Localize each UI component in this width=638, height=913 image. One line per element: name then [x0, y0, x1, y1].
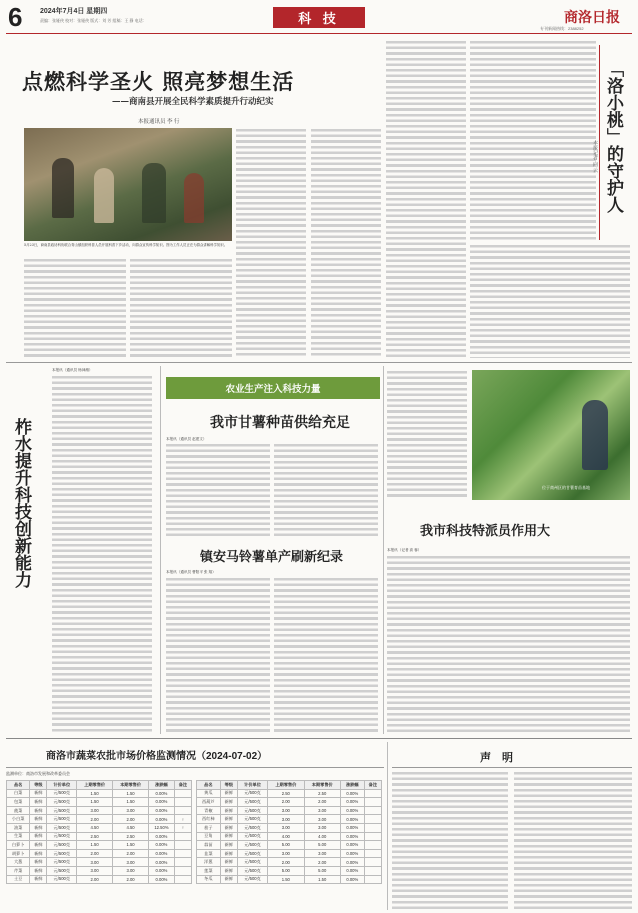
statement-body-col1	[392, 771, 508, 909]
header-editors: 责编：张娅侠 校对：张娅侠 版式：刘 芳 组稿：王 静 电话：	[40, 18, 147, 23]
table-cell: 新鲜	[220, 823, 237, 832]
table-cell: ↑	[174, 815, 191, 824]
table-cell: 2.00	[268, 858, 304, 867]
price-column-header: 备注	[174, 781, 191, 790]
table-cell: 豆角	[197, 832, 221, 841]
guardian-border	[599, 45, 600, 240]
section-tag-label: 科 技	[298, 11, 340, 26]
price-unit-label: 监测单位：商洛市发展和改革委员会	[6, 771, 70, 776]
table-row	[7, 823, 192, 832]
table-cell	[364, 823, 381, 832]
table-cell: 菠菜	[7, 806, 30, 815]
price-column-header: 上期零售价	[77, 781, 113, 790]
table-cell: 0.00%	[340, 849, 364, 858]
potato-body-col1	[166, 577, 270, 732]
table-cell: 0.00%	[149, 858, 175, 867]
table-cell: 韭菜	[197, 849, 221, 858]
table-cell	[364, 798, 381, 807]
table-cell: 新鲜	[30, 866, 47, 875]
guardian-body	[470, 244, 630, 358]
lead-body-col3	[236, 128, 306, 358]
table-cell: 5.00	[268, 866, 304, 875]
table-cell: 1.50	[77, 841, 113, 850]
price-column-header: 计价单位	[238, 781, 268, 790]
table-cell: 大葱	[7, 858, 30, 867]
price-table-title: 商洛市蔬菜农批市场价格监测情况（2024-07-02）	[46, 751, 268, 762]
table-cell: 芹菜	[7, 866, 30, 875]
table-cell: 3.00	[77, 806, 113, 815]
table-cell: 洋葱	[197, 858, 221, 867]
table-cell: 新鲜	[220, 866, 237, 875]
table-cell: 新鲜	[220, 832, 237, 841]
table-cell: 元/500克	[238, 815, 268, 824]
table-cell: 新鲜	[30, 789, 47, 798]
price-column-header: 备注	[364, 781, 381, 790]
table-cell: 3.00	[304, 823, 340, 832]
table-cell: 新鲜	[220, 858, 237, 867]
column-rule	[387, 742, 388, 910]
table-cell: 胡萝卜	[7, 849, 30, 858]
table-cell: 油菜	[7, 823, 30, 832]
table-cell: 0.00%	[149, 841, 175, 850]
table-cell: 莲菜	[197, 866, 221, 875]
price-column-header: 等级	[30, 781, 47, 790]
table-cell: 元/500克	[238, 823, 268, 832]
statement-rule	[392, 767, 632, 768]
table-cell: 12.50%	[149, 823, 175, 832]
table-cell: 2.00	[77, 849, 113, 858]
table-cell: 白菜	[7, 789, 30, 798]
table-cell: 包菜	[7, 798, 30, 807]
table-row	[7, 858, 192, 867]
table-cell	[174, 789, 191, 798]
table-cell: 黄瓜	[197, 789, 221, 798]
table-cell: 元/500克	[47, 832, 77, 841]
table-cell: 0.00%	[340, 832, 364, 841]
table-cell	[364, 858, 381, 867]
table-cell	[364, 832, 381, 841]
table-cell: 5.00	[304, 866, 340, 875]
table-row	[7, 815, 192, 824]
table-cell: 元/500克	[238, 789, 268, 798]
lead-body-col1	[24, 258, 126, 358]
statement-title: 声 明	[480, 752, 518, 764]
envoy-photo	[472, 370, 630, 500]
table-cell: 青椒	[197, 806, 221, 815]
table-cell: 3.00	[304, 806, 340, 815]
table-cell: 新鲜	[30, 841, 47, 850]
table-cell: 2.00	[113, 815, 149, 824]
section-divider-1	[6, 362, 632, 363]
table-cell: 新鲜	[30, 858, 47, 867]
price-table-head	[197, 781, 382, 790]
seedling-body-col1	[166, 443, 270, 538]
table-cell	[174, 832, 191, 841]
table-cell	[364, 875, 381, 884]
section-divider-2	[6, 738, 632, 739]
header-rule	[6, 33, 632, 34]
table-cell: 新鲜	[30, 875, 47, 884]
table-cell: 0.00%	[340, 806, 364, 815]
table-row	[7, 866, 192, 875]
table-cell	[174, 841, 191, 850]
table-cell: 元/500克	[238, 849, 268, 858]
zuoshui-byline: 本报讯（通讯员 杨神湘）	[52, 368, 93, 372]
table-cell: 1.50	[77, 789, 113, 798]
table-row	[197, 866, 382, 875]
table-row	[197, 875, 382, 884]
envoy-pre-body	[387, 370, 467, 498]
table-cell: 元/500克	[47, 798, 77, 807]
zuoshui-body	[52, 375, 152, 732]
table-cell: 元/500克	[47, 823, 77, 832]
table-cell: 3.00	[304, 815, 340, 824]
potato-byline: 本报讯（通讯员 曹阳平 张 翔）	[166, 570, 216, 574]
price-table-head	[7, 781, 192, 790]
table-cell: 新鲜	[220, 789, 237, 798]
table-cell: 2.50	[304, 789, 340, 798]
price-column-header: 计价单位	[47, 781, 77, 790]
table-cell	[174, 875, 191, 884]
table-cell: 5.00	[304, 841, 340, 850]
table-cell: 生菜	[7, 832, 30, 841]
table-cell: 元/500克	[238, 798, 268, 807]
table-cell: 0.00%	[340, 866, 364, 875]
table-cell	[174, 866, 191, 875]
table-cell: 0.00%	[340, 815, 364, 824]
lead-body-col4	[311, 128, 381, 358]
table-cell: 0.00%	[149, 849, 175, 858]
table-cell: 2.00	[304, 798, 340, 807]
table-cell	[174, 806, 191, 815]
table-cell: 土豆	[7, 875, 30, 884]
page-number: 6	[8, 2, 23, 32]
table-cell: 元/500克	[47, 789, 77, 798]
price-column-header: 本期零售价	[113, 781, 149, 790]
table-row	[197, 789, 382, 798]
table-cell: 4.50	[113, 823, 149, 832]
table-cell: 元/500克	[238, 806, 268, 815]
page-header	[0, 0, 638, 38]
column-rule	[383, 366, 384, 734]
envoy-byline: 本报讯（记者 高 蓉）	[387, 548, 422, 552]
table-cell	[364, 806, 381, 815]
table-cell: 0.00%	[149, 815, 175, 824]
table-cell: 元/500克	[238, 866, 268, 875]
table-cell: 新鲜	[30, 806, 47, 815]
table-row	[197, 841, 382, 850]
table-row	[7, 789, 192, 798]
table-cell: 0.00%	[340, 823, 364, 832]
table-cell: 2.50	[113, 832, 149, 841]
seedling-body-col2	[274, 443, 378, 538]
table-cell: 2.00	[113, 875, 149, 884]
table-cell: 1.50	[304, 875, 340, 884]
agri-banner	[166, 377, 380, 399]
table-cell: 2.00	[77, 875, 113, 884]
table-cell: 5.00	[268, 841, 304, 850]
table-cell: 3.00	[113, 866, 149, 875]
table-cell: 新鲜	[220, 841, 237, 850]
table-cell: 4.00	[304, 832, 340, 841]
table-cell: 新鲜	[220, 849, 237, 858]
guardian-title: 「洛小桃」的守护人	[604, 60, 623, 213]
table-row	[7, 832, 192, 841]
table-cell	[364, 841, 381, 850]
price-column-header: 品名	[197, 781, 221, 790]
table-row	[197, 858, 382, 867]
table-cell	[364, 789, 381, 798]
table-cell: 0.00%	[149, 798, 175, 807]
lead-title: 点燃科学圣火 照亮梦想生活	[22, 69, 295, 94]
table-row	[7, 806, 192, 815]
table-cell: 元/500克	[47, 841, 77, 850]
lead-photo	[24, 128, 232, 241]
table-cell	[364, 849, 381, 858]
photo-figure	[582, 400, 608, 470]
table-cell	[174, 798, 191, 807]
hotline: 专刊新闻热线：2388252	[540, 26, 584, 31]
agri-banner-text: 农业生产注入科技力量	[225, 384, 321, 395]
photo-figure	[142, 163, 166, 223]
table-cell: 1.50	[113, 798, 149, 807]
table-cell: 2.00	[77, 815, 113, 824]
table-cell: 0.00%	[340, 858, 364, 867]
table-cell: 2.00	[304, 858, 340, 867]
table-cell: 元/500克	[47, 849, 77, 858]
seedling-title: 我市甘薯种苗供给充足	[210, 414, 350, 430]
table-cell: 2.50	[77, 832, 113, 841]
section-tag	[273, 7, 365, 28]
potato-title: 镇安马铃薯单产刷新纪录	[200, 549, 344, 564]
guardian-byline: 本报记者 向 云	[592, 140, 598, 173]
table-cell: 0.00%	[340, 789, 364, 798]
table-row	[7, 875, 192, 884]
table-cell: 0.00%	[149, 866, 175, 875]
table-cell: 0.00%	[149, 875, 175, 884]
table-row	[197, 849, 382, 858]
lead-body-col2	[130, 258, 232, 358]
table-cell: 茄子	[197, 823, 221, 832]
table-cell: 蒜苗	[197, 841, 221, 850]
table-cell: 3.00	[268, 806, 304, 815]
price-table-left	[6, 780, 192, 884]
table-cell: 0.00%	[149, 832, 175, 841]
table-row	[197, 815, 382, 824]
price-title-rule	[6, 767, 384, 768]
table-cell: 3.00	[113, 858, 149, 867]
table-cell: 3.00	[268, 849, 304, 858]
table-row	[197, 832, 382, 841]
price-table-right	[196, 780, 382, 884]
table-cell: 元/500克	[47, 858, 77, 867]
table-cell: 新鲜	[30, 798, 47, 807]
table-cell: 0.00%	[340, 875, 364, 884]
table-cell: 元/500克	[238, 841, 268, 850]
newspaper-logo: 商洛日报	[564, 10, 620, 26]
table-cell: 0.00%	[149, 806, 175, 815]
lead-body-col5	[386, 40, 466, 358]
table-cell: 新鲜	[30, 823, 47, 832]
table-cell: 3.00	[113, 806, 149, 815]
table-cell: 3.00	[304, 849, 340, 858]
table-cell: 新鲜	[220, 815, 237, 824]
table-cell: 新鲜	[30, 832, 47, 841]
table-cell: 3.00	[77, 866, 113, 875]
table-cell: 元/500克	[47, 875, 77, 884]
table-cell: 元/500克	[47, 866, 77, 875]
table-cell: 2.00	[268, 798, 304, 807]
table-cell	[364, 815, 381, 824]
table-cell: 西红柿	[197, 815, 221, 824]
column-rule	[160, 366, 161, 734]
table-cell: 新鲜	[30, 849, 47, 858]
table-cell: 1.50	[113, 789, 149, 798]
table-cell: 新鲜	[30, 815, 47, 824]
table-cell: 0.00%	[340, 841, 364, 850]
table-cell: 元/500克	[238, 858, 268, 867]
statement-body-col2	[514, 771, 632, 909]
table-cell	[364, 866, 381, 875]
price-column-header: 涨跌幅	[340, 781, 364, 790]
table-row	[7, 841, 192, 850]
table-cell: 元/500克	[47, 806, 77, 815]
photo-figure	[52, 158, 74, 218]
zuoshui-title: 柞水提升科技创新能力	[12, 418, 31, 588]
photo-figure	[184, 173, 204, 223]
table-cell: ↑	[174, 823, 191, 832]
table-cell: 元/500克	[47, 815, 77, 824]
table-cell: 0.00%	[340, 798, 364, 807]
price-column-header: 涨跌幅	[149, 781, 175, 790]
lead-subtitle: ——商南县开展全民科学素质提升行动纪实	[112, 97, 274, 107]
lead-body-col6	[470, 40, 596, 240]
table-cell: 小白菜	[7, 815, 30, 824]
price-column-header: 品名	[7, 781, 30, 790]
table-cell: 元/500克	[238, 875, 268, 884]
envoy-body	[387, 555, 630, 732]
table-row	[197, 798, 382, 807]
table-cell: 4.50	[77, 823, 113, 832]
seedling-byline: 本报讯（通讯员 赵建文）	[166, 437, 207, 441]
table-cell: 2.00	[113, 849, 149, 858]
table-row	[197, 806, 382, 815]
lead-photo-caption: 5月23日，商南县政协科协联合青山镇组织科普人员开展科普下乡活动，向群众宣传科学知识。图为工作人员正在为群众讲解科学知识。	[24, 243, 228, 247]
photo-caption-overlay: 位于商州区的甘薯育苗基地	[542, 485, 590, 490]
table-row	[7, 849, 192, 858]
envoy-title: 我市科技特派员作用大	[420, 523, 551, 538]
table-cell: 3.00	[268, 815, 304, 824]
price-column-header: 上期零售价	[268, 781, 304, 790]
table-cell: 3.00	[77, 858, 113, 867]
table-cell: 新鲜	[220, 806, 237, 815]
price-column-header: 等级	[220, 781, 237, 790]
table-cell: 冬瓜	[197, 875, 221, 884]
table-cell: 4.00	[268, 832, 304, 841]
table-cell: 0.00%	[149, 789, 175, 798]
photo-figure	[94, 168, 114, 223]
table-cell: 元/500克	[238, 832, 268, 841]
table-cell: 西葫芦	[197, 798, 221, 807]
table-row	[7, 798, 192, 807]
table-cell: 2.50	[268, 789, 304, 798]
table-cell: 1.50	[77, 798, 113, 807]
potato-body-col2	[274, 577, 378, 732]
table-cell	[174, 858, 191, 867]
table-cell: 3.00	[268, 823, 304, 832]
table-cell: 新鲜	[220, 875, 237, 884]
price-column-header: 本期零售价	[304, 781, 340, 790]
table-cell	[174, 849, 191, 858]
table-cell: 1.50	[113, 841, 149, 850]
table-cell: 新鲜	[220, 798, 237, 807]
table-row	[197, 823, 382, 832]
header-date: 2024年7月4日 星期四	[40, 8, 108, 15]
table-cell: 白萝卜	[7, 841, 30, 850]
table-cell: 1.50	[268, 875, 304, 884]
lead-byline: 本报通讯员 李 行	[138, 119, 180, 125]
